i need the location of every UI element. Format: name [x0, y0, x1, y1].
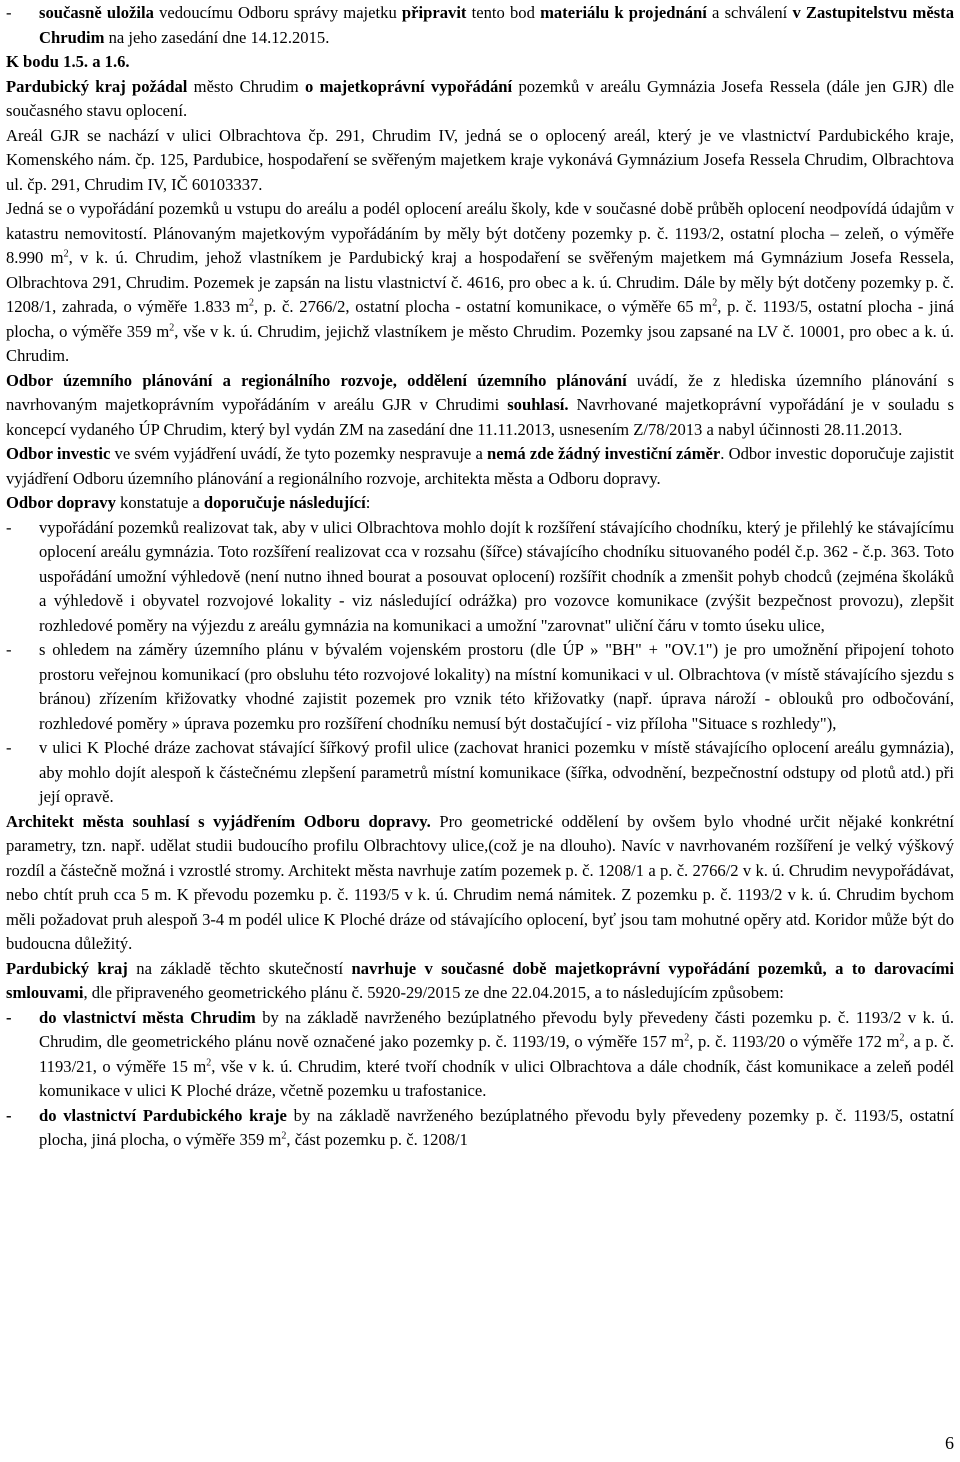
superscript: 2	[248, 297, 254, 309]
paragraph	[6, 50, 954, 75]
list-item	[6, 1006, 954, 1104]
text-run: souhlasí.	[507, 395, 569, 414]
text-run: , p. č. 1193/20 o výměře 172 m	[689, 1032, 900, 1051]
list-dash: -	[6, 1007, 12, 1027]
text-run: pozemků v areálu Gymnázia Josefa Ressela (dále jen GJR) dle současného stavu oplocení.	[6, 76, 955, 120]
list-dash: -	[6, 1105, 12, 1125]
text-run: , část pozemku p. č. 1208/1	[286, 1130, 468, 1149]
paragraph	[6, 124, 954, 198]
paragraph	[6, 491, 954, 516]
superscript: 2	[281, 1130, 287, 1142]
list-item	[6, 1104, 954, 1153]
text-run: by na základě navrženého bezúplatného převodu byly převedeny pozemky p. č. 1193/5, ostatní plocha, jiná plocha, o výměře 359 m	[39, 1105, 954, 1149]
text-run: , p. č. 1193/5, ostatní plocha - jiná plocha, o výměře 359 m	[6, 297, 954, 341]
paragraph	[6, 957, 954, 1006]
text-run: o majetkoprávní vypořádání	[304, 76, 513, 96]
text-run: konstatuje a	[115, 493, 204, 512]
text-run: Navrhované majetkoprávní vypořádání je v souladu s koncepcí vydaného ÚP Chrudim, který byl vydán ZM na zasedání dne 11.11.2013, usnesením Z/78/2013 a nabyl účinnosti 28.11.2013.	[6, 395, 954, 439]
document-page	[6, 1, 954, 1153]
text-run: nemá zde žádný investiční záměr	[487, 444, 721, 463]
text-run: v Zastupitelstvu města Chrudim	[39, 3, 954, 47]
text-run: Odbor dopravy	[6, 493, 116, 512]
text-run: uvádí, že z hlediska územního plánování s navrhovaným majetkoprávním vypořádáním v areálu GJR v Chrudimi	[6, 370, 954, 414]
text-run: materiálu k projednání	[540, 3, 707, 22]
text-run: Pardubický kraj požádal	[6, 76, 188, 96]
text-run: Pro geometrické oddělení by ovšem bylo vhodné určit nějaké konkrétní parametry, tzn. např. udělat studii budoucího profilu Olbrachtovy ulice,(což je na dlouho). Navíc v navrhovaném rozšíření je velký výškový rozdíl a částečně možná i vzrostlé stromy. Architekt města navrhuje zatím pozemek p. č. 1208/1 a p. č. 2766/2 v k. ú. Chrudim nevypořádávat, nebo chtít pruh cca 5 m. K převodu pozemku p. č. 1193/5 v k. ú. Chrudim nemá námitek. Z pozemku p. č. 1193/2 v k. ú. Chrudim bychom měli požadovat pruh alespoň 3-4 m podél ulice K Ploché dráze od stávajícího oplocení, byť jsou tam mohutné opěry atd. Koridor může být do budoucna důležitý.	[6, 811, 955, 953]
text-run: , dle připraveného geometrického plánu č. 5920-29/2015 ze dne 22.04.2015, a to následujícím způsobem:	[83, 983, 784, 1002]
text-run: současně uložila	[39, 3, 154, 22]
text-run: s ohledem na záměry územního plánu v bývalém vojenském prostoru (dle ÚP » "BH" + "OV.1") je pro umožnění připojení tohoto prostoru veřejnou komunikací (pro obsluhu této rozvojové lokality) na místní komunikaci v ul. Olbrachtova (v místě stávajícího sjezdu s bránou) zřízením křižovatky vhodné zajistit pozemek pro vznik této křižovatky (např. úprava nároží - oblouků pro odbočování, rozhledové poměry » úprava pozemku pro rozšíření chodníku nemusí být dostačující - viz příloha "Situace s rozhledy"),	[39, 640, 954, 733]
page-number: 6	[945, 1433, 954, 1453]
superscript: 2	[206, 1056, 212, 1068]
text-run: , p. č. 2766/2, ostatní plocha - ostatní komunikace, o výměře 65 m	[253, 297, 713, 316]
text-run: do vlastnictví Pardubického kraje	[39, 1105, 287, 1125]
text-run: , v k. ú. Chrudim, jehož vlastníkem je Pardubický kraj a hospodaření se svěřeným majetkem má Gymnázium Josefa Ressela, Olbrachtova 291, Chrudim. Pozemek je zapsán na listu vlastnictví č. 4616, pro obec a k. ú. Chrudim. Dále by měly být dotčeny pozemky p. č. 1208/1, zahrada, o výměře 1.833 m	[6, 248, 954, 316]
text-run: :	[365, 493, 371, 512]
superscript: 2	[169, 321, 175, 333]
text-run: Areál GJR se nachází v ulici Olbrachtova čp. 291, Chrudim IV, jedná se o oplocený areál, který je ve vlastnictví Pardubického kraje, Komenského nám. čp. 125, Pardubice, hospodaření se svěřeným majetkem kraje vykonává Gymnázium Josefa Ressela Chrudim, Olbrachtova ul. čp. 291, Chrudim IV, IČ 60103337.	[6, 125, 954, 194]
text-run: , vše v k. ú. Chrudim, jejichž vlastníkem je město Chrudim. Pozemky jsou zapsané na LV č. 10001, pro obec a k. ú. Chrudim.	[6, 321, 954, 365]
paragraph	[6, 197, 954, 369]
superscript: 2	[684, 1032, 690, 1044]
paragraph	[6, 369, 954, 443]
text-run: a schválení	[706, 3, 793, 22]
paragraph	[6, 75, 954, 124]
text-run: , a p. č. 1193/21, o výměře 15 m	[39, 1032, 954, 1076]
list-item	[6, 736, 954, 810]
text-run: , vše v k. ú. Chrudim, které tvoří chodník v ulici Olbrachtova a dále chodník, část komunikace a zeleň podél komunikace v ulici K Ploché dráze, včetně pozemku u trafostanice.	[39, 1056, 954, 1100]
text-run: ve svém vyjádření uvádí, že tyto pozemky nespravuje a	[110, 444, 487, 463]
text-run: . Odbor investic doporučuje zajistit vyjádření Odboru územního plánování a regionálního rozvoje, architekta města a Odboru dopravy.	[6, 444, 954, 488]
text-run: by na základě navrženého bezúplatného převodu byly převedeny části pozemku p. č. 1193/2 v k. ú. Chrudim, dle geometrického plánu nově označené jako pozemky p. č. 1193/19, o výměře 157 m	[39, 1007, 954, 1051]
text-run: do vlastnictví města Chrudim	[39, 1007, 256, 1027]
list-item	[6, 1, 954, 50]
text-run: město Chrudim	[187, 76, 305, 96]
text-run: připravit	[401, 3, 467, 22]
text-run: tento bod	[466, 3, 541, 22]
paragraph	[6, 810, 954, 957]
text-run: Odbor územního plánování a regionálního rozvoje, oddělení územního plánování	[6, 370, 627, 390]
list-item	[6, 638, 954, 736]
text-run: vypořádání pozemků realizovat tak, aby v ulici Olbrachtova mohlo dojít k rozšíření stávajícího chodníku, který je přilehlý ke stávajícímu oplocení areálu gymnázia. Toto rozšíření realizovat cca v rozsahu (šířce) stávajícího chodníku situovaného podél č.p. 362 - č.p. 363. Toto uspořádání umožní výhledově (není nutno ihned bourat a posouvat oplocení) rozšířit chodník a zmenšit pohyb chodců (zejména školáků a výhledově i obyvatel rozvojové lokality - viz následující odrážka) pro vozovce komunikace (zvýšit bezpečnost provozu), zlepšit rozhledové poměry na výjezdu z areálu gymnázia na komunikaci a umožní "zarovnat" uliční čáru v tomto úseku ulice,	[39, 517, 954, 635]
text-run: Odbor investic	[6, 444, 111, 463]
list-dash: -	[6, 738, 12, 757]
list-dash: -	[6, 3, 12, 22]
text-run: na jeho zasedání dne 14.12.2015.	[104, 27, 330, 47]
text-run: doporučuje následující	[203, 493, 366, 512]
paragraph	[6, 442, 954, 491]
list-dash: -	[6, 517, 12, 537]
text-run: K bodu 1.5. a 1.6.	[6, 52, 130, 71]
text-run: Architekt města souhlasí s vyjádřením Odboru dopravy.	[6, 811, 431, 831]
list-item	[6, 516, 954, 639]
text-run: navrhuje v současné době majetkoprávní vypořádání pozemků, a to darovacími smlouvami	[6, 958, 954, 1002]
list-dash: -	[6, 640, 12, 659]
text-run: Pardubický kraj	[6, 958, 128, 978]
text-run: na základě těchto skutečností	[127, 958, 352, 978]
superscript: 2	[63, 248, 69, 260]
text-run: v ulici K Ploché dráze zachovat stávající šířkový profil ulice (zachovat hranici pozemku v místě stávajícího oplocení areálu gymnázia), aby mohlo dojít alespoň k částečnému zlepšení parametrů místní komunikace (šířka, odvodnění, bezpečnostní odstupy od plotů atd.) při její opravě.	[39, 738, 954, 806]
text-run: vedoucímu Odboru správy majetku	[153, 3, 402, 22]
superscript: 2	[899, 1032, 905, 1044]
document-body	[6, 1, 954, 1153]
superscript: 2	[712, 297, 718, 309]
text-run: Jedná se o vypořádání pozemků u vstupu do areálu a podél oplocení areálu školy, kde v současné době průběh oplocení neodpovídá údajům v katastru nemovitostí. Plánovaným majetkovým vypořádáním by měly být dotčeny pozemky p. č. 1193/2, ostatní plocha – zeleň, o výměře 8.990 m	[6, 199, 954, 267]
